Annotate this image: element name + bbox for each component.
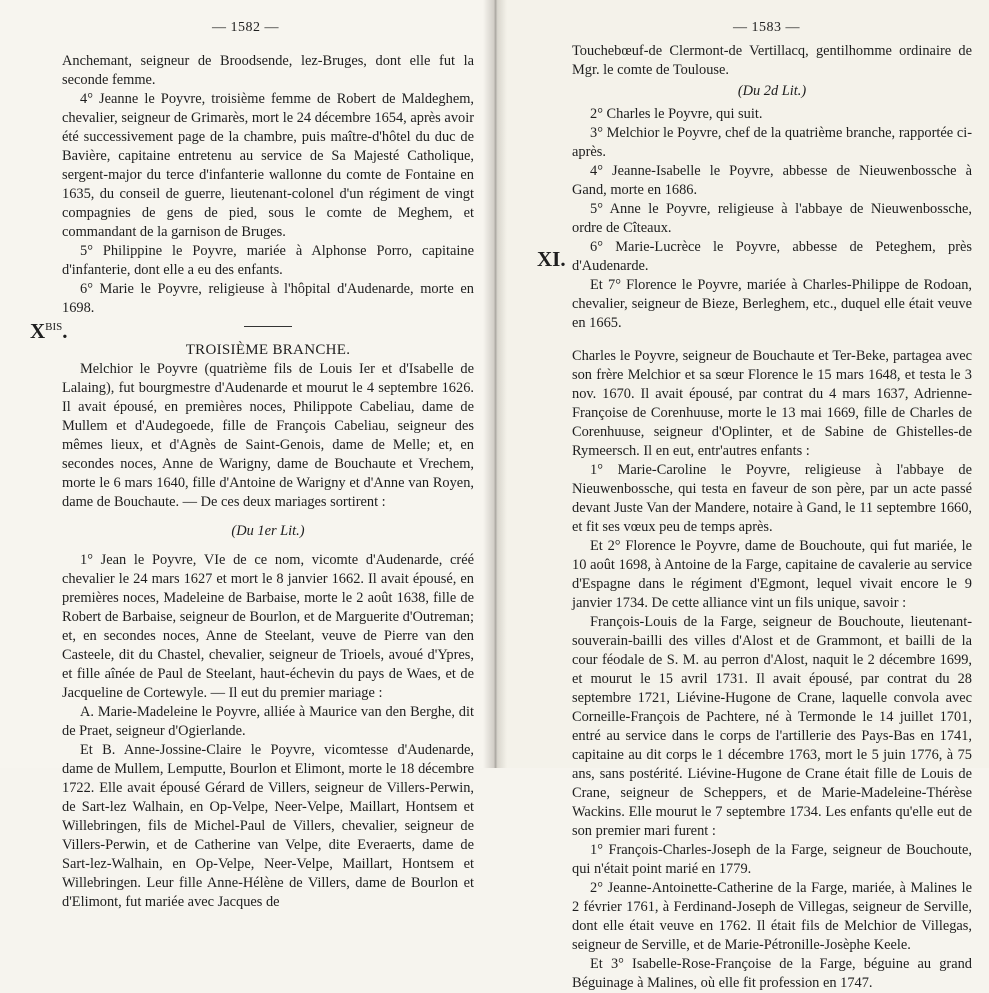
- paragraph: 4° Jeanne le Poyvre, troisième femme de Robert de Maldeghem, chevalier, seigneur de Grimarès, mort le 24 décembre 1654, après avoir été successivement page de la chambre, puis maître-d'hôtel du duc de Bavière, capitaine entretenu au service de Sa Majesté Catholique, sergent-major du terce d'infanterie wallonne du comte de Fontaine en 1635, du conseil de guerre, lieutenant-colonel d'un régiment de vingt compagnies de gens de pied, sous le comte de Meghem, et commandant de la garnison de Bruges.: [62, 91, 474, 240]
- paragraph: Anchemant, seigneur de Broodsende, lez-Bruges, dont elle fut la seconde femme.: [62, 53, 474, 88]
- paragraph: A. Marie-Madeleine le Poyvre, alliée à Maurice van den Berghe, dit de Praet, seigneur d'Ogierlande.: [62, 704, 474, 739]
- lit-label: (Du 1er Lit.): [231, 523, 305, 539]
- list-item: 6° Marie-Lucrèce le Poyvre, abbesse de Peteghem, près d'Audenarde.: [572, 239, 972, 274]
- marker-letter: X: [30, 319, 46, 343]
- list-item: 4° Jeanne-Isabelle le Poyvre, abbesse de Nieuwenbossche à Gand, morte en 1686.: [572, 163, 972, 198]
- section-marker-xbis: [30, 318, 68, 341]
- marker-sup: BIS: [45, 321, 63, 333]
- paragraph: Et 3° Isabelle-Rose-Françoise de la Farge, béguine au grand Béguinage à Malines, où elle fit profession en 1747.: [572, 956, 972, 991]
- section-heading: TROISIÈME BRANCHE.: [185, 342, 351, 358]
- paragraph: Et 2° Florence le Poyvre, dame de Bouchoute, qui fut mariée, le 10 août 1698, à Antoine de la Farge, capitaine de cavalerie au service d'Espagne dans le régiment d'Egmont, lequel vivait encore le 9 janvier 1734. De cette alliance vint un fils unique, savoir :: [572, 538, 972, 611]
- paragraph: 2° Jeanne-Antoinette-Catherine de la Farge, mariée, à Malines le 2 février 1761, à Ferdinand-Joseph de Villegas, seigneur de Serville, dont elle était veuve en 1762. Il était fils de Melchior de Villegas, seigneur de Serville, et de Marie-Pétronille-Josèphe Keele.: [572, 880, 972, 953]
- left-page: [0, 0, 495, 910]
- paragraph: 1° Marie-Caroline le Poyvre, religieuse à l'abbaye de Nieuwenbossche, qui testa en faveur de son père, par un acte passé devant Juste Van der Mandere, notaire à Gand, le 11 septembre 1660, et fit ses vœux peu de temps après.: [572, 462, 972, 535]
- paragraph: 5° Philippine le Poyvre, mariée à Alphonse Porro, capitaine d'infanterie, dont elle a eu des enfants.: [62, 243, 474, 278]
- paragraph: François-Louis de la Farge, seigneur de Bouchoute, lieutenant-souverain-bailli des villes d'Alost et de Grammont, et bailli de la cour féodale de S. M. au perron d'Alost, naquit le 2 décembre 1699, et mourut le 15 avril 1731. Il avait épousé, par contrat du 28 septembre 1721, Liévine-Hugone de Crane, laquelle convola avec Corneille-François de Pachtere, né à Termonde le 14 juillet 1701, entré au service dans le corps de l'artillerie des Pays-Bas en 1741, capitaine au dit corps le 1 décembre 1763, mort le 5 juin 1776, à 75 ans, sans postérité. Liévine-Hugone de Crane était fille de Louis de Crane, seigneur de Scheppers, et de Marie-Madeleine-Thérèse Wackins. Elle mourut le 7 septembre 1734. Les enfants qu'elle eut de son premier mari furent :: [572, 614, 972, 839]
- paragraph: 1° Jean le Poyvre, VIe de ce nom, vicomte d'Audenarde, créé chevalier le 24 mars 1627 et mort le 8 janvier 1662. Il avait épousé, en premières noces, Madeleine de Barbaise, morte le 2 août 1638, fille de Robert de Barbaise, seigneur de Bourlon, et de Marguerite d'Outreman; et, en secondes noces, Anne de Steelant, veuve de Pierre van den Casteele, dit du Chastel, chevalier, seigneur de Trioels, avoué d'Ypres, et fille aînée de Paul de Steelant, haut-échevin du pays de Waes, et de Jacqueline de Cortewyle. — Il eut du premier mariage :: [62, 552, 474, 701]
- page-number-right: — 1583 —: [733, 20, 800, 35]
- section-divider: [244, 326, 292, 327]
- paragraph: Et B. Anne-Jossine-Claire le Poyvre, vicomtesse d'Audenarde, dame de Mullem, Lemputte, Bourlon et Elimont, morte le 18 décembre 1722. Elle avait épousé Gérard de Villers, seigneur de Villers-Perwin, de Sart-lez Walhain, en Op-Velpe, Neer-Velpe, Maillart, Hontsem et Willebringen, fils de Michel-Paul de Villers, chevalier, seigneur de Villers-Perwin, et de Catherine van Velpe, dite Everaerts, dame de Sart-lez-Walhain, en Op-Velpe, Neer-Velpe, Maillart, Hontsem et Willebringen. Leur fille Anne-Hélène de Villers, dame de Bourlon et d'Elimont, fut mariée avec Jacques de: [62, 742, 474, 910]
- paragraph: 6° Marie le Poyvre, religieuse à l'hôpital d'Audenarde, morte en 1698.: [62, 281, 474, 316]
- marker-dot: .: [62, 319, 68, 343]
- list-item: 3° Melchior le Poyvre, chef de la quatrième branche, rapportée ci-après.: [572, 125, 972, 160]
- section-paragraph-xi: Charles le Poyvre, seigneur de Bouchaute et Ter-Beke, partagea avec son frère Melchior et sa sœur Florence le 15 mars 1648, et testa le 3 nov. 1670. Il avait épousé, par contrat du 4 mars 1637, Adrienne-Françoise de Corenhuuse, morte le 13 mai 1669, fille de Charles de Corenhuuse, seigneur d'Oplinter, et de Sabine de Ghistelles-de Rymeersch. Il en eut, entr'autres enfants :: [572, 348, 972, 459]
- page-number-left: — 1582 —: [212, 20, 279, 35]
- section-marker-xi: XI.: [537, 247, 566, 271]
- left-column: [62, 52, 474, 912]
- right-column: [572, 42, 972, 993]
- paragraph: Touchebœuf-de Clermont-de Vertillacq, gentilhomme ordinaire de Mgr. le comte de Toulouse.: [572, 43, 972, 78]
- section-paragraph: Melchior le Poyvre (quatrième fils de Louis Ier et d'Isabelle de Lalaing), fut bourgmestre d'Audenarde et mourut le 4 septembre 1626. Il avait épousé, en premières noces, Philippote Cabeliau, dame de Mullem et d'Audegoede, fille de François Cabeliau, seigneur des mêmes lieux, et d'Agnès de Saint-Genois, dame de Melle; et, en secondes noces, Anne de Warigny, dame de Bouchaute et Vrechem, morte le 6 mars 1640, fille d'Antoine de Warigny et d'Anne van Royen, dame de Bouchaute. — De ces deux mariages sortirent :: [62, 361, 474, 510]
- lit-label-right: (Du 2d Lit.): [737, 83, 807, 99]
- list-item: Et 7° Florence le Poyvre, mariée à Charles-Philippe de Rodoan, chevalier, seigneur de Bieze, Berleghem, etc., duquel elle était veuve en 1665.: [572, 277, 972, 331]
- paragraph: 1° François-Charles-Joseph de la Farge, seigneur de Bouchoute, qui n'était point marié en 1779.: [572, 842, 972, 877]
- book-gutter: [483, 0, 507, 768]
- list-item: 5° Anne le Poyvre, religieuse à l'abbaye de Nieuwenbossche, ordre de Cîteaux.: [572, 201, 972, 236]
- list-item: 2° Charles le Poyvre, qui suit.: [590, 106, 763, 122]
